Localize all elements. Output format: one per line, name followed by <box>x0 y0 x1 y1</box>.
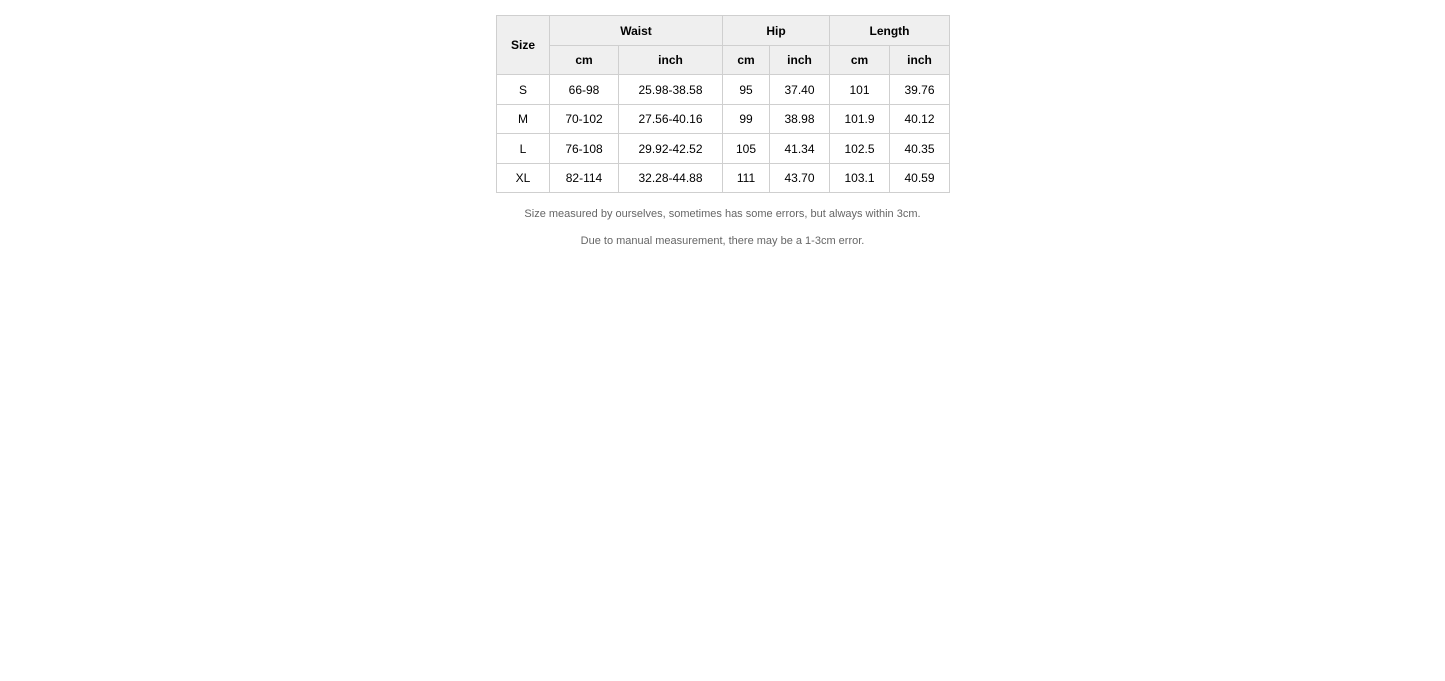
length-cm-header: cm <box>830 46 890 75</box>
size-table <box>496 15 950 193</box>
length-inch-header: inch <box>890 46 950 75</box>
hip-cm-cell: 111 <box>723 164 770 193</box>
unit-header-row <box>497 46 950 75</box>
size-cell: XL <box>497 164 550 193</box>
waist-inch-cell: 27.56-40.16 <box>619 105 723 134</box>
hip-cm-cell: 99 <box>723 105 770 134</box>
hip-inch-cell: 37.40 <box>770 75 830 105</box>
note-text: Size measured by ourselves, sometimes has some errors, but always within 3cm. <box>524 208 921 220</box>
hip-inch-cell: 43.70 <box>770 164 830 193</box>
hip-header: Hip <box>723 16 830 46</box>
waist-cm-cell: 76-108 <box>550 134 619 164</box>
table-row <box>497 164 950 193</box>
hip-cm-cell: 105 <box>723 134 770 164</box>
waist-header: Waist <box>550 16 723 46</box>
measurement-notes <box>0 207 1445 248</box>
size-cell: S <box>497 75 550 105</box>
waist-cm-cell: 82-114 <box>550 164 619 193</box>
length-inch-cell: 39.76 <box>890 75 950 105</box>
length-inch-cell: 40.35 <box>890 134 950 164</box>
table-row <box>497 134 950 164</box>
size-cell: M <box>497 105 550 134</box>
group-header-row <box>497 16 950 46</box>
length-header: Length <box>830 16 950 46</box>
table-row <box>497 75 950 105</box>
hip-inch-header: inch <box>770 46 830 75</box>
waist-inch-cell: 25.98-38.58 <box>619 75 723 105</box>
size-chart <box>496 15 950 193</box>
waist-inch-cell: 29.92-42.52 <box>619 134 723 164</box>
waist-cm-cell: 66-98 <box>550 75 619 105</box>
hip-cm-header: cm <box>723 46 770 75</box>
waist-inch-header: inch <box>619 46 723 75</box>
hip-inch-cell: 41.34 <box>770 134 830 164</box>
size-cell: L <box>497 134 550 164</box>
hip-inch-cell: 38.98 <box>770 105 830 134</box>
length-cm-cell: 103.1 <box>830 164 890 193</box>
waist-cm-cell: 70-102 <box>550 105 619 134</box>
length-cm-cell: 101.9 <box>830 105 890 134</box>
length-inch-cell: 40.59 <box>890 164 950 193</box>
length-cm-cell: 101 <box>830 75 890 105</box>
size-header: Size <box>497 16 550 75</box>
table-row <box>497 105 950 134</box>
hip-cm-cell: 95 <box>723 75 770 105</box>
length-cm-cell: 102.5 <box>830 134 890 164</box>
note-text: Due to manual measurement, there may be a 1-3cm error. <box>580 235 865 247</box>
length-inch-cell: 40.12 <box>890 105 950 134</box>
waist-inch-cell: 32.28-44.88 <box>619 164 723 193</box>
waist-cm-header: cm <box>550 46 619 75</box>
